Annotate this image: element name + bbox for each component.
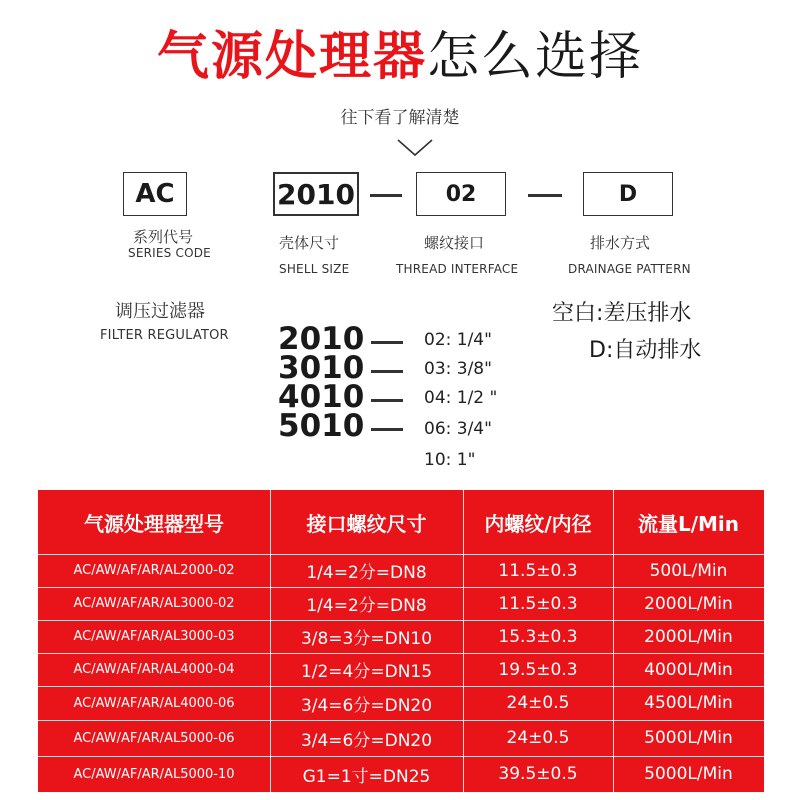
table-divider <box>38 653 764 654</box>
separator-dash <box>528 194 562 197</box>
table-row <box>38 554 764 587</box>
page-title <box>0 14 800 89</box>
table-cell: 2000L/Min <box>644 626 733 647</box>
table-cell: 15.3±0.3 <box>498 626 578 647</box>
table-cell: 5000L/Min <box>644 764 733 784</box>
thread-label-en: THREAD INTERFACE <box>396 262 519 276</box>
table-cell: 1/4=2分=DN8 <box>306 563 427 583</box>
drainage-box: D <box>583 172 673 216</box>
thread-label-cn: 螺纹接口 <box>424 234 485 252</box>
shell-label-en: SHELL SIZE <box>279 262 350 276</box>
shell-size-item: 5010 <box>278 408 365 444</box>
thread-option: 03: 3/8" <box>424 359 492 379</box>
shell-size-box: 2010 <box>273 172 359 216</box>
table-row <box>38 720 764 756</box>
table-divider <box>38 620 764 621</box>
series-code-box: AC <box>123 172 187 216</box>
separator-dash <box>371 399 403 402</box>
table-divider <box>270 490 271 792</box>
table-header-row <box>38 490 764 554</box>
spec-table <box>38 490 764 792</box>
subtitle: 往下看了解清楚 <box>340 108 460 128</box>
table-cell: 3/4=6分=DN20 <box>300 730 433 751</box>
drain-label-cn: 排水方式 <box>590 234 651 252</box>
drain-label-en: DRAINAGE PATTERN <box>568 262 691 276</box>
table-cell: 24±0.5 <box>506 728 570 748</box>
table-header-cell: 流量L/Min <box>637 511 740 536</box>
shell-size-item: 4010 <box>278 379 365 415</box>
separator-dash <box>370 194 402 197</box>
thread-interface-box: 02 <box>416 172 506 216</box>
table-divider <box>38 720 764 721</box>
table-cell: G1=1寸=DN25 <box>302 766 431 787</box>
table-cell: AC/AW/AF/AR/AL5000-06 <box>73 730 235 746</box>
table-cell: 11.5±0.3 <box>498 593 578 614</box>
table-row <box>38 587 764 620</box>
table-row <box>38 686 764 720</box>
table-cell: AC/AW/AF/AR/AL4000-04 <box>73 662 235 677</box>
table-cell: 4500L/Min <box>644 693 733 713</box>
thread-option: 06: 3/4" <box>424 419 492 439</box>
separator-dash <box>371 428 403 431</box>
chevron-down-icon <box>396 138 434 162</box>
product-name-cn: 调压过滤器 <box>115 301 205 322</box>
table-header-cell: 内螺纹/内径 <box>484 511 592 536</box>
title-red: 气源处理器 <box>156 27 427 87</box>
table-divider <box>38 587 764 588</box>
title-dark: 怎么选择 <box>427 27 644 87</box>
table-cell: AC/AW/AF/AR/AL2000-02 <box>73 563 235 578</box>
table-cell: 3/4=6分=DN20 <box>300 695 433 716</box>
separator-dash <box>371 341 403 344</box>
table-cell: 4000L/Min <box>644 659 733 680</box>
table-divider <box>38 686 764 687</box>
table-cell: 2000L/Min <box>644 593 733 614</box>
table-cell: 24±0.5 <box>506 693 570 713</box>
table-divider <box>463 490 464 792</box>
drain-option: D:自动排水 <box>589 338 702 363</box>
table-cell: AC/AW/AF/AR/AL3000-02 <box>73 596 235 611</box>
table-header-cell: 接口螺纹尺寸 <box>306 511 427 536</box>
table-cell: 11.5±0.3 <box>498 560 578 581</box>
table-cell: 39.5±0.5 <box>498 764 578 784</box>
thread-option: 04: 1/2 " <box>424 388 498 408</box>
table-header-cell: 气源处理器型号 <box>84 511 224 536</box>
table-cell: 1/2=4分=DN15 <box>300 662 433 682</box>
table-divider <box>38 554 764 555</box>
table-row <box>38 653 764 686</box>
shell-label-cn: 壳体尺寸 <box>279 234 340 252</box>
table-divider <box>38 756 764 757</box>
table-cell: AC/AW/AF/AR/AL3000-03 <box>73 629 235 644</box>
table-row <box>38 620 764 653</box>
series-label-en: SERIES CODE <box>128 246 211 260</box>
table-cell: 500L/Min <box>649 560 728 581</box>
table-cell: 19.5±0.3 <box>498 659 578 680</box>
separator-dash <box>371 370 403 373</box>
table-cell: 1/4=2分=DN8 <box>306 596 427 616</box>
series-label-cn: 系列代号 <box>133 228 194 246</box>
shell-size-item: 3010 <box>278 350 365 386</box>
thread-option: 10: 1" <box>424 450 476 470</box>
table-cell: 3/8=3分=DN10 <box>300 629 433 649</box>
table-row <box>38 756 764 792</box>
table-divider <box>613 490 614 792</box>
drain-option: 空白:差压排水 <box>552 301 692 326</box>
product-name-en: FILTER REGULATOR <box>100 328 229 343</box>
shell-size-item: 2010 <box>278 321 365 357</box>
table-cell: AC/AW/AF/AR/AL5000-10 <box>73 766 235 782</box>
thread-option: 02: 1/4" <box>424 330 492 350</box>
table-cell: 5000L/Min <box>644 728 733 748</box>
table-cell: AC/AW/AF/AR/AL4000-06 <box>73 695 235 711</box>
